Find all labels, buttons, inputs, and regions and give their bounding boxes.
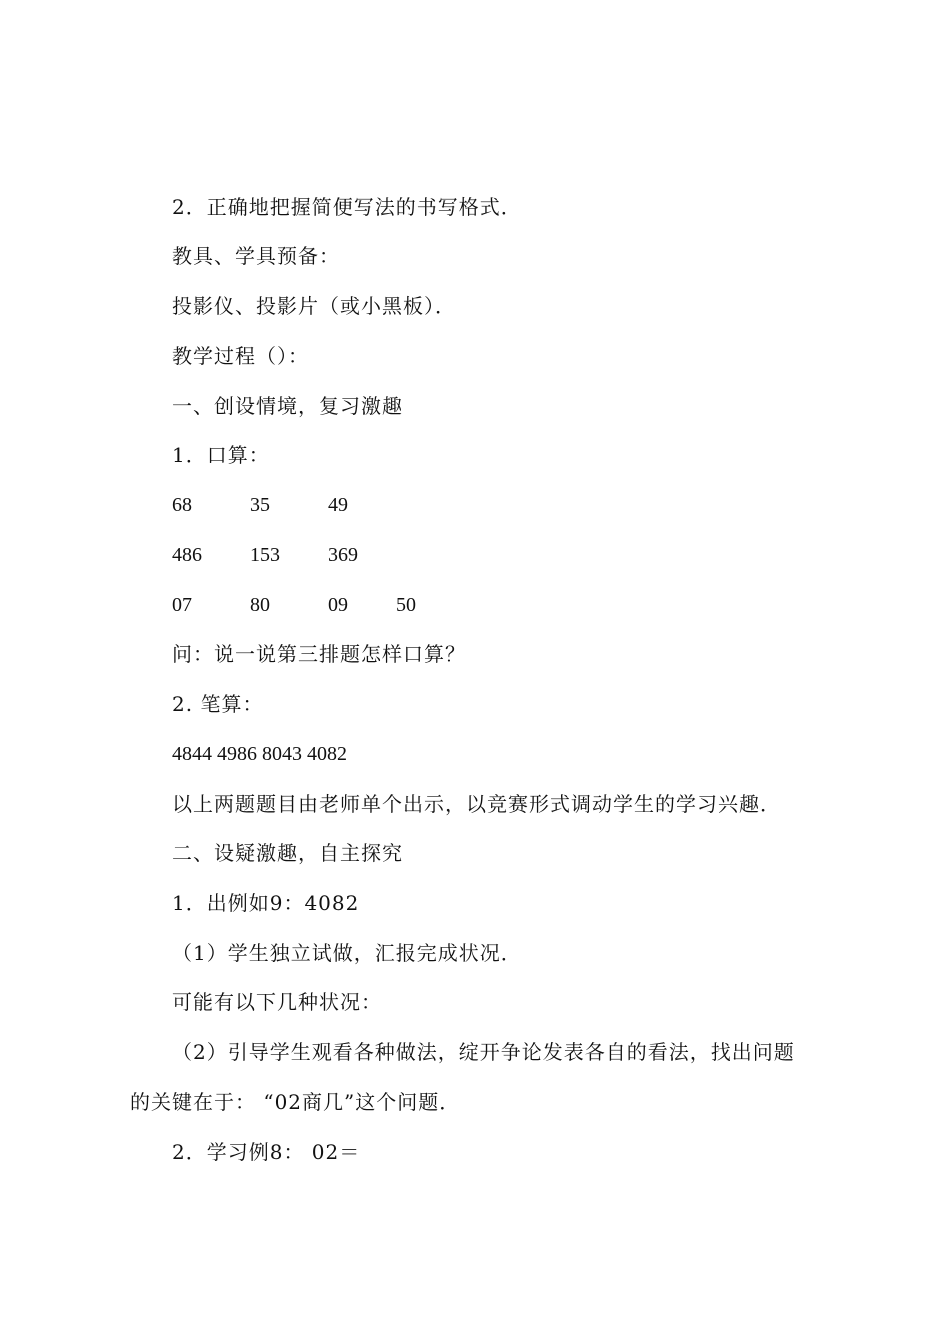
materials-heading: 教具、学具预备：: [172, 244, 340, 268]
question-line: 问：说一说第三排题怎样口算？: [172, 642, 466, 666]
oral-value: 09: [328, 594, 348, 616]
section-one-heading: 一、创设情境，复习激趣: [172, 394, 403, 418]
oral-value: 153: [250, 544, 280, 566]
example-9-line: 1．出例如9：4082: [172, 891, 360, 915]
oral-value: 07: [172, 594, 192, 616]
oral-value: 68: [172, 494, 192, 516]
objective-line: 2．正确地把握简便写法的书写格式．: [172, 195, 522, 219]
oral-value: 369: [328, 544, 358, 566]
step-2-line: （2）引导学生观看各种做法，绽开争论发表各自的看法，找出问题: [172, 1040, 795, 1064]
possible-cases-line: 可能有以下几种状况：: [172, 990, 382, 1014]
materials-list: 投影仪、投影片（或小黑板）．: [172, 294, 456, 318]
step-2-continuation: 的关键在于： “02商几”这个问题．: [130, 1090, 461, 1114]
competition-note: 以上两题题目由老师单个出示，以竞赛形式调动学生的学习兴趣．: [172, 792, 781, 816]
process-heading: 教学过程（）：: [172, 344, 309, 368]
written-calc-values: 4844 4986 8043 4082: [172, 743, 347, 765]
written-calc-label: 2. 笔算：: [172, 692, 264, 716]
example-8-line: 2．学习例8： 02＝: [172, 1140, 361, 1164]
oral-value: 49: [328, 494, 348, 516]
oral-calc-label: 1．口算：: [172, 443, 270, 467]
oral-value: 80: [250, 594, 270, 616]
section-two-heading: 二、设疑激趣，自主探究: [172, 841, 403, 865]
oral-value: 50: [396, 594, 416, 616]
oral-value: 35: [250, 494, 270, 516]
oral-value: 486: [172, 544, 202, 566]
step-1-line: （1）学生独立试做，汇报完成状况．: [172, 941, 522, 965]
